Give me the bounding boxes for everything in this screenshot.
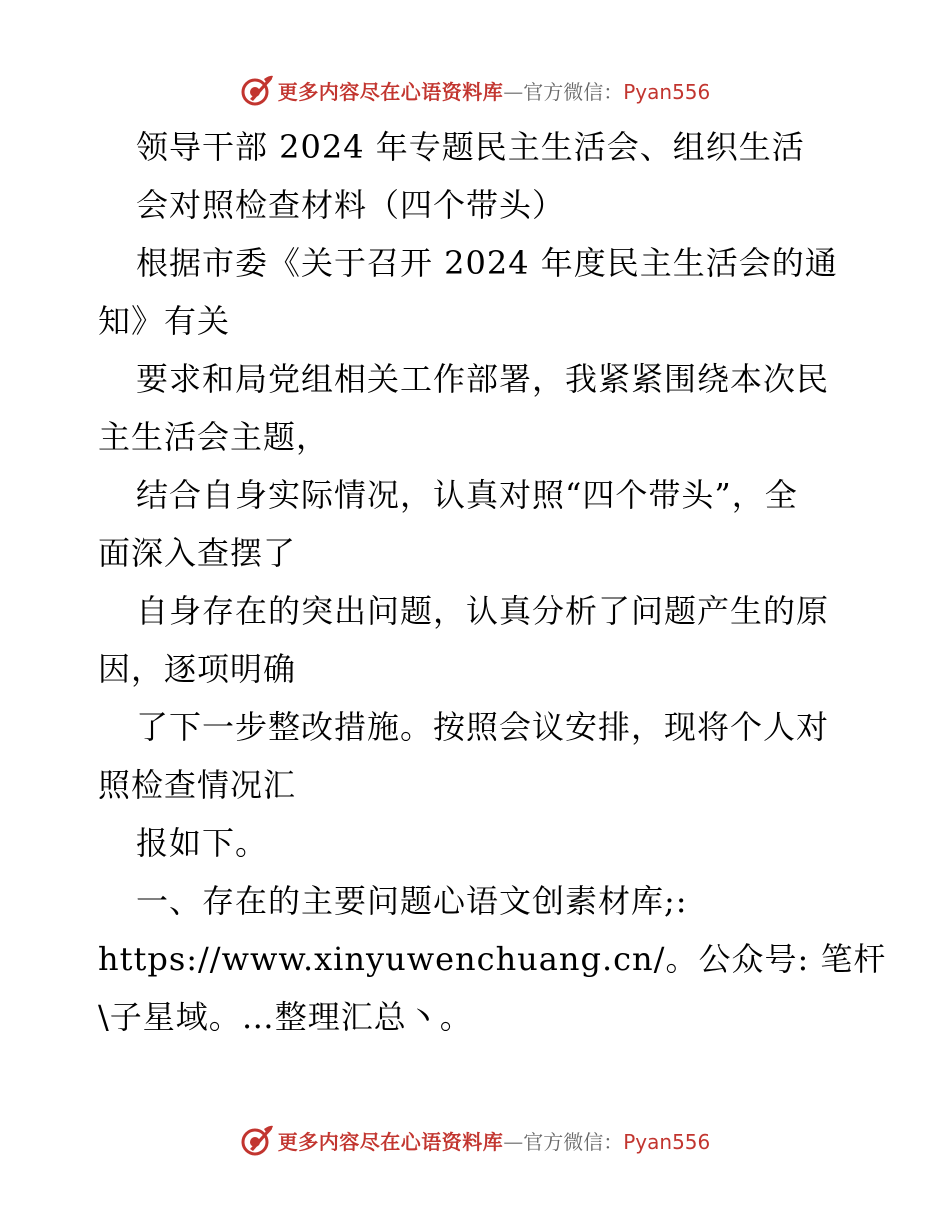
header-banner — [0, 68, 950, 112]
section-heading-line: 一、存在的主要问题心语文创素材库;: — [136, 882, 688, 920]
banner-main-text: 更多内容尽在心语资料库 — [277, 79, 504, 104]
banner-contact-label: 官方微信： — [523, 79, 624, 104]
banner-separator: — — [503, 1129, 524, 1154]
paragraph-line: 自身存在的突出问题，认真分析了问题产生的原 — [136, 592, 830, 630]
document-body — [98, 118, 887, 1046]
paragraph-line: \子星域。…整理汇总丶。 — [98, 998, 473, 1036]
paragraph-line: 了下一步整改措施。按照会议安排，现将个人对 — [136, 708, 830, 746]
paragraph-line: 要求和局党组相关工作部署，我紧紧围绕本次民 — [136, 360, 830, 398]
paragraph-line: 照检查情况汇 — [98, 766, 297, 804]
banner-separator: — — [503, 79, 524, 104]
quill-pen-logo-icon — [240, 73, 274, 107]
quill-pen-logo-icon — [240, 1123, 274, 1157]
paragraph-line: 面深入查摆了 — [98, 534, 297, 572]
doc-title-line-1: 领导干部 2024 年专题民主生活会、组织生活 — [136, 128, 805, 166]
paragraph-line: 主生活会主题， — [98, 418, 330, 456]
banner-text — [278, 76, 711, 105]
banner-contact-id: Pyan556 — [623, 1129, 711, 1154]
paragraph-line: 根据市委《关于召开 2024 年度民主生活会的通 — [136, 244, 838, 282]
paragraph-line: 报如下。 — [136, 824, 269, 862]
footer-banner — [0, 1118, 950, 1162]
banner-text — [278, 1126, 711, 1155]
paragraph-line: 因，逐项明确 — [98, 650, 297, 688]
banner-contact-label: 官方微信： — [523, 1129, 624, 1154]
paragraph-line: 结合自身实际情况，认真对照“四个带头”，全 — [136, 476, 798, 514]
paragraph-line: 知》有关 — [98, 302, 231, 340]
banner-main-text: 更多内容尽在心语资料库 — [277, 1129, 504, 1154]
banner-contact-id: Pyan556 — [623, 79, 711, 104]
url-line: https://www.xinyuwenchuang.cn/。公众号: 笔杆 — [98, 940, 887, 978]
doc-title-line-2: 会对照检查材料（四个带头） — [136, 186, 566, 224]
